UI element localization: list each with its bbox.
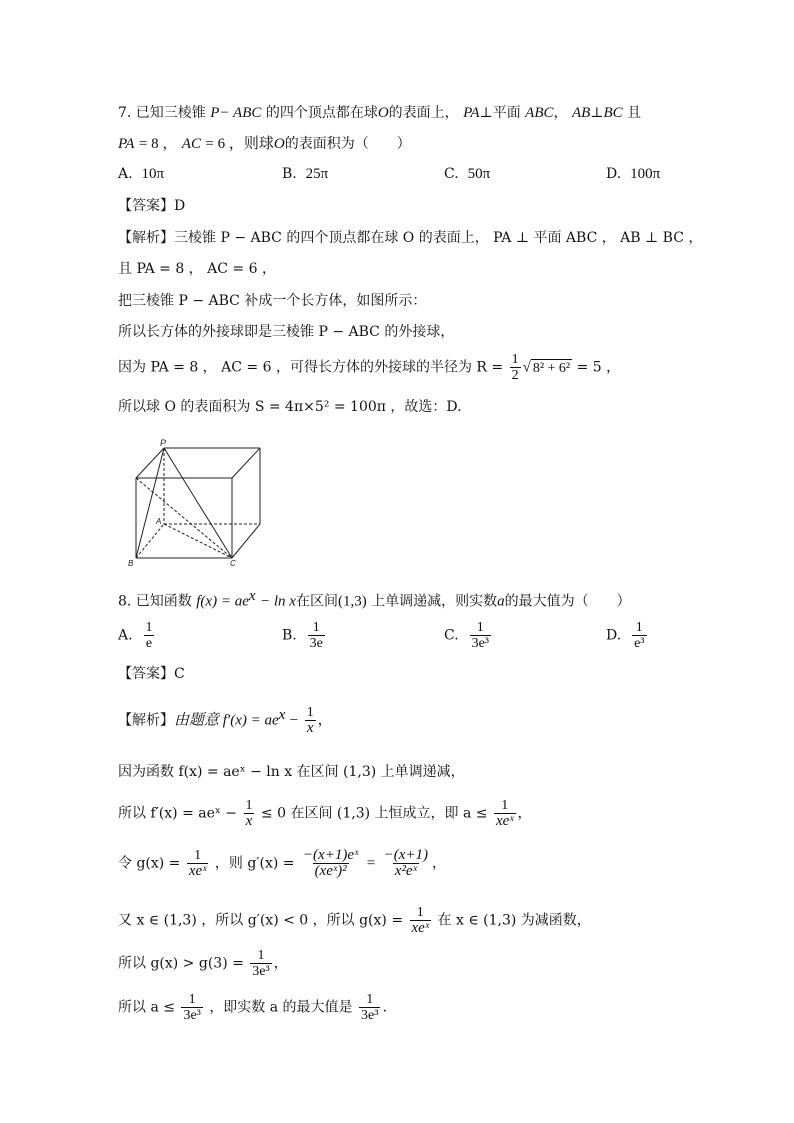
text: 上单调递减，则实数 [371, 593, 498, 610]
text: 所以 g(x) > g(3) = [118, 955, 244, 972]
math: AB [571, 105, 591, 121]
q7-option-d [606, 166, 660, 183]
text: 的最大值为（ ） [504, 593, 631, 610]
text: ， [553, 105, 568, 121]
text: 所以 f′(x) = aeˣ − [118, 805, 238, 822]
fraction [187, 848, 209, 879]
denominator: x [245, 813, 253, 829]
math: ABC [525, 105, 554, 121]
q8-option-b [282, 620, 327, 651]
text: 且 [627, 105, 642, 121]
q7-analysis-line2 [118, 260, 276, 278]
denominator: x [306, 720, 314, 736]
fraction [470, 620, 491, 651]
denominator: xeˣ [188, 863, 207, 879]
text: 所以 a ≤ [118, 999, 175, 1016]
option-value: 10π [141, 166, 165, 182]
fraction [632, 620, 646, 651]
option-label: C. [444, 166, 459, 182]
numerator: −(x+1)eˣ [302, 847, 359, 863]
text: . [382, 999, 387, 1016]
q8-analysis-line5 [118, 905, 591, 936]
edge [232, 448, 260, 478]
fraction [143, 620, 154, 651]
text: ≤ 0 在区间 (1,3) 上恒成立，即 a ≤ [260, 805, 488, 822]
radicand: 8² + 6² [532, 360, 571, 376]
text: ⊥ [590, 105, 604, 121]
q7-analysis-line5 [118, 352, 620, 383]
denominator: 3e³ [471, 636, 489, 651]
denominator: xeˣ [411, 920, 430, 936]
fraction [494, 798, 516, 829]
math: O [273, 136, 285, 152]
fraction [308, 620, 325, 651]
text: 又 x ∈ (1,3) ，所以 g′(x) < 0 ，所以 g(x) = [118, 912, 404, 929]
text: 的表面上， [388, 105, 459, 121]
label-c: C [230, 559, 236, 568]
fraction [359, 992, 380, 1023]
option-value: 25π [305, 166, 329, 182]
edge [232, 524, 260, 558]
numerator: 1 [312, 620, 320, 635]
q7-answer [118, 197, 185, 215]
text: 所以球 O 的表面积为 S = 4π×5² = 100π ，故选：D. [118, 399, 462, 415]
edge-pc [164, 448, 232, 558]
numerator: 1 [476, 620, 484, 635]
fraction [382, 848, 430, 879]
denominator: e [145, 636, 153, 651]
label-b: B [128, 559, 134, 568]
fraction [250, 948, 271, 979]
text: 7. 已知三棱锥 [118, 105, 206, 121]
fraction [410, 905, 432, 936]
math: PA [463, 105, 480, 121]
numerator: 1 [635, 620, 643, 635]
fraction [305, 705, 316, 736]
denominator: e³ [634, 636, 645, 651]
q8-answer [118, 665, 185, 683]
text: 8. 已知函数 [118, 593, 192, 610]
label-a: A [156, 517, 162, 526]
text: 三棱锥 P − ABC 的四个顶点都在球 O 的表面上， PA ⊥ 平面 ABC ， AB ⊥ BC ， [174, 230, 703, 246]
text: ，则 g′(x) = [214, 855, 295, 872]
analysis-label: 【解析】 [118, 712, 174, 729]
numerator: 1 [188, 992, 196, 1007]
q8-analysis-line6 [118, 948, 288, 979]
text: 在区间 [295, 593, 338, 610]
math: (1,3) [337, 593, 367, 610]
numerator: 1 [245, 798, 253, 813]
numerator: 1 [501, 798, 509, 813]
q7-stem-line1 [118, 104, 641, 122]
q7-analysis-line6 [118, 398, 462, 416]
q8-option-a [118, 620, 156, 651]
math: − [289, 712, 299, 729]
text: 的表面积为（ ） [284, 136, 411, 152]
q8-analysis-line7 [118, 992, 387, 1023]
text: ⊥平面 [479, 105, 521, 121]
denominator: 3e³ [252, 964, 270, 979]
math: − ABC [219, 105, 262, 121]
superscript: x [248, 588, 256, 604]
text: 因为函数 f(x) = aeˣ − ln x 在区间 (1,3) 上单调递减， [118, 764, 465, 780]
sqrt-sign: √ [522, 359, 531, 376]
superscript: x [278, 706, 286, 723]
hidden-edge [136, 478, 232, 558]
q8-option-c [444, 620, 493, 651]
math: BC [603, 105, 623, 121]
denominator: 3e³ [183, 1008, 201, 1023]
answer-value: C [174, 666, 185, 682]
math: AC [181, 136, 201, 152]
q8-stem-line1 [118, 587, 631, 611]
option-label: B. [282, 166, 297, 182]
math: a [497, 593, 505, 610]
text: 且 PA = 8 ， AC = 6 ， [118, 261, 276, 277]
option-value: 100π [630, 166, 661, 182]
q7-analysis-line3 [118, 292, 426, 310]
q8-analysis-line1 [118, 705, 332, 736]
math: − ln x [260, 593, 296, 610]
text: ， [517, 805, 532, 822]
text: 把三棱锥 P − ABC 补成一个长方体，如图所示： [118, 293, 427, 309]
math: = [366, 855, 376, 872]
analysis-label: 【解析】 [118, 230, 174, 246]
answer-label: 【答案】 [118, 198, 174, 214]
math: P [210, 105, 220, 121]
text: ，即实数 a 的最大值是 [209, 999, 353, 1016]
text: ， [273, 955, 288, 972]
text: 在 x ∈ (1,3) 为减函数， [437, 912, 591, 929]
answer-value: D [174, 198, 186, 214]
math: O [377, 105, 389, 121]
q8-option-d [606, 620, 649, 651]
q7-option-a [118, 166, 164, 183]
numerator: 1 [416, 905, 424, 920]
fraction [181, 992, 202, 1023]
numerator: 1 [145, 620, 153, 635]
denominator: 3e³ [361, 1008, 379, 1023]
cuboid-figure [126, 436, 270, 568]
numerator: 1 [257, 948, 265, 963]
option-label: D. [606, 627, 622, 644]
text: = 5 ， [576, 359, 621, 376]
fraction [301, 848, 360, 879]
denominator: 3e [309, 636, 323, 651]
denominator: xeˣ [495, 813, 514, 829]
q7-option-c [444, 166, 490, 183]
answer-label: 【答案】 [118, 666, 174, 682]
q7-option-b [282, 166, 328, 183]
fraction [510, 352, 521, 383]
numerator: 1 [194, 848, 202, 863]
numerator: 1 [306, 705, 314, 720]
denominator: 2 [511, 368, 519, 383]
denominator: x²eˣ [394, 863, 417, 879]
text: 因为 PA = 8 ， AC = 6 ，可得长方体的外接球的半径为 R = [118, 359, 504, 376]
math: 由题意 f′(x) = ae [174, 712, 279, 729]
denominator: (xeˣ)² [314, 863, 347, 879]
label-p: P [160, 438, 167, 448]
q7-stem-line2 [118, 135, 411, 153]
math: = 8 ， [138, 136, 178, 152]
text: ， [317, 712, 332, 729]
fraction [243, 798, 254, 829]
option-label: C. [444, 627, 459, 644]
q8-analysis-line2 [118, 763, 465, 781]
option-label: B. [282, 627, 297, 644]
math: = 6 ，则球 [205, 136, 274, 152]
option-value: 50π [467, 166, 491, 182]
text: 所以长方体的外接球即是三棱锥 P − ABC 的外接球， [118, 324, 455, 340]
q7-analysis-line4 [118, 323, 454, 341]
q7-analysis-line1 [118, 229, 702, 247]
q8-analysis-line3 [118, 798, 532, 829]
numerator: 1 [366, 992, 374, 1007]
option-label: D. [606, 166, 622, 182]
math: f(x) = ae [196, 593, 249, 610]
numerator: 1 [511, 352, 519, 367]
option-label: A. [118, 166, 133, 182]
text: 令 g(x) = [118, 855, 181, 872]
math: PA [118, 136, 135, 152]
text: 的四个顶点都在球 [265, 105, 378, 121]
option-label: A. [118, 627, 133, 644]
numerator: −(x+1) [383, 847, 429, 863]
q8-analysis-line4 [118, 848, 446, 879]
text: ， [432, 855, 447, 872]
